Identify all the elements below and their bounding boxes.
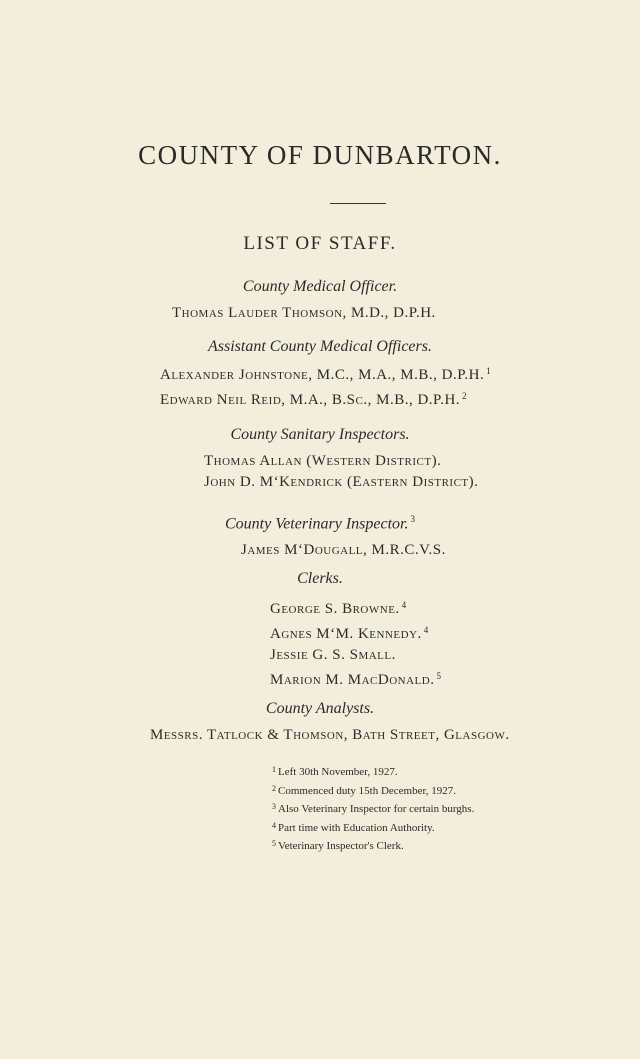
- section-heading: County Analysts.: [265, 700, 375, 717]
- staff-name: Alexander Johnstone, M.C., M.A., M.B., D.P.H.: [160, 367, 485, 383]
- page-title: COUNTY OF DUNBARTON.: [138, 140, 502, 170]
- staff-line: [0, 303, 640, 324]
- staff-line: [0, 620, 640, 645]
- staff-line: [0, 595, 640, 620]
- title-rule: [330, 203, 386, 204]
- staff-name: George S. Browne.: [270, 601, 400, 617]
- footnote: $^1$ Left 30th November, 1927.: [272, 765, 398, 778]
- staff-name: John D. M‘Kendrick (Eastern District).: [204, 474, 479, 490]
- footnote: $^2$ Commenced duty 15th December, 1927.: [272, 783, 456, 797]
- footnote-ref: 2: [462, 391, 468, 401]
- staff-line: [0, 725, 640, 746]
- section-heading: Clerks.: [297, 570, 343, 587]
- staff-name: Marion M. MacDonald.: [270, 672, 435, 688]
- section-sanitary-inspectors: [0, 424, 640, 493]
- staff-line: [0, 451, 640, 472]
- section-heading: County Medical Officer.: [242, 278, 398, 295]
- section-veterinary-inspector: [0, 508, 640, 561]
- staff-line: [0, 540, 640, 561]
- staff-name: Jessie G. S. Small.: [270, 647, 396, 663]
- section-county-analysts: [0, 698, 640, 746]
- section-heading: Assistant County Medical Officers.: [208, 338, 432, 355]
- staff-line: [0, 361, 640, 386]
- staff-line: [0, 666, 640, 691]
- staff-line: [0, 472, 640, 493]
- staff-line: [0, 645, 640, 666]
- staff-name: Edward Neil Reid, M.A., B.Sc., M.B., D.P.H.: [160, 392, 461, 408]
- staff-name: James M‘Dougall, M.R.C.V.S.: [241, 542, 446, 559]
- staff-name: Thomas Lauder Thomson, M.D., D.P.H.: [172, 305, 436, 321]
- staff-name: Messrs. Tatlock & Thomson, Bath Street, Glasgow.: [150, 727, 510, 743]
- section-county-medical-officer: [0, 276, 640, 324]
- footnote-ref: 1: [486, 366, 492, 376]
- section-heading: County Sanitary Inspectors.: [230, 426, 410, 443]
- footnotes: [272, 762, 474, 855]
- footnote: $^3$ Also Veterinary Inspector for certain burghs.: [272, 802, 475, 815]
- section-clerks: [0, 568, 640, 691]
- section-assistant-medical-officers: [0, 336, 640, 411]
- footnote-ref: 5: [436, 671, 442, 681]
- staff-name: Thomas Allan (Western District).: [204, 453, 442, 469]
- section-heading: County Veterinary Inspector. $^3$: [224, 514, 416, 533]
- footnote-ref: 3: [410, 514, 416, 524]
- staff-name: Agnes M‘M. Kennedy.: [270, 626, 422, 642]
- footnote: $^4$ Part time with Education Authority.: [272, 820, 435, 834]
- staff-line: [0, 386, 640, 411]
- page-subtitle: LIST OF STAFF.: [243, 233, 397, 254]
- footnote-ref: 4: [423, 625, 429, 635]
- footnote: $^5$ Veterinary Inspector's Clerk.: [272, 839, 404, 852]
- footnote-ref: 4: [401, 600, 407, 610]
